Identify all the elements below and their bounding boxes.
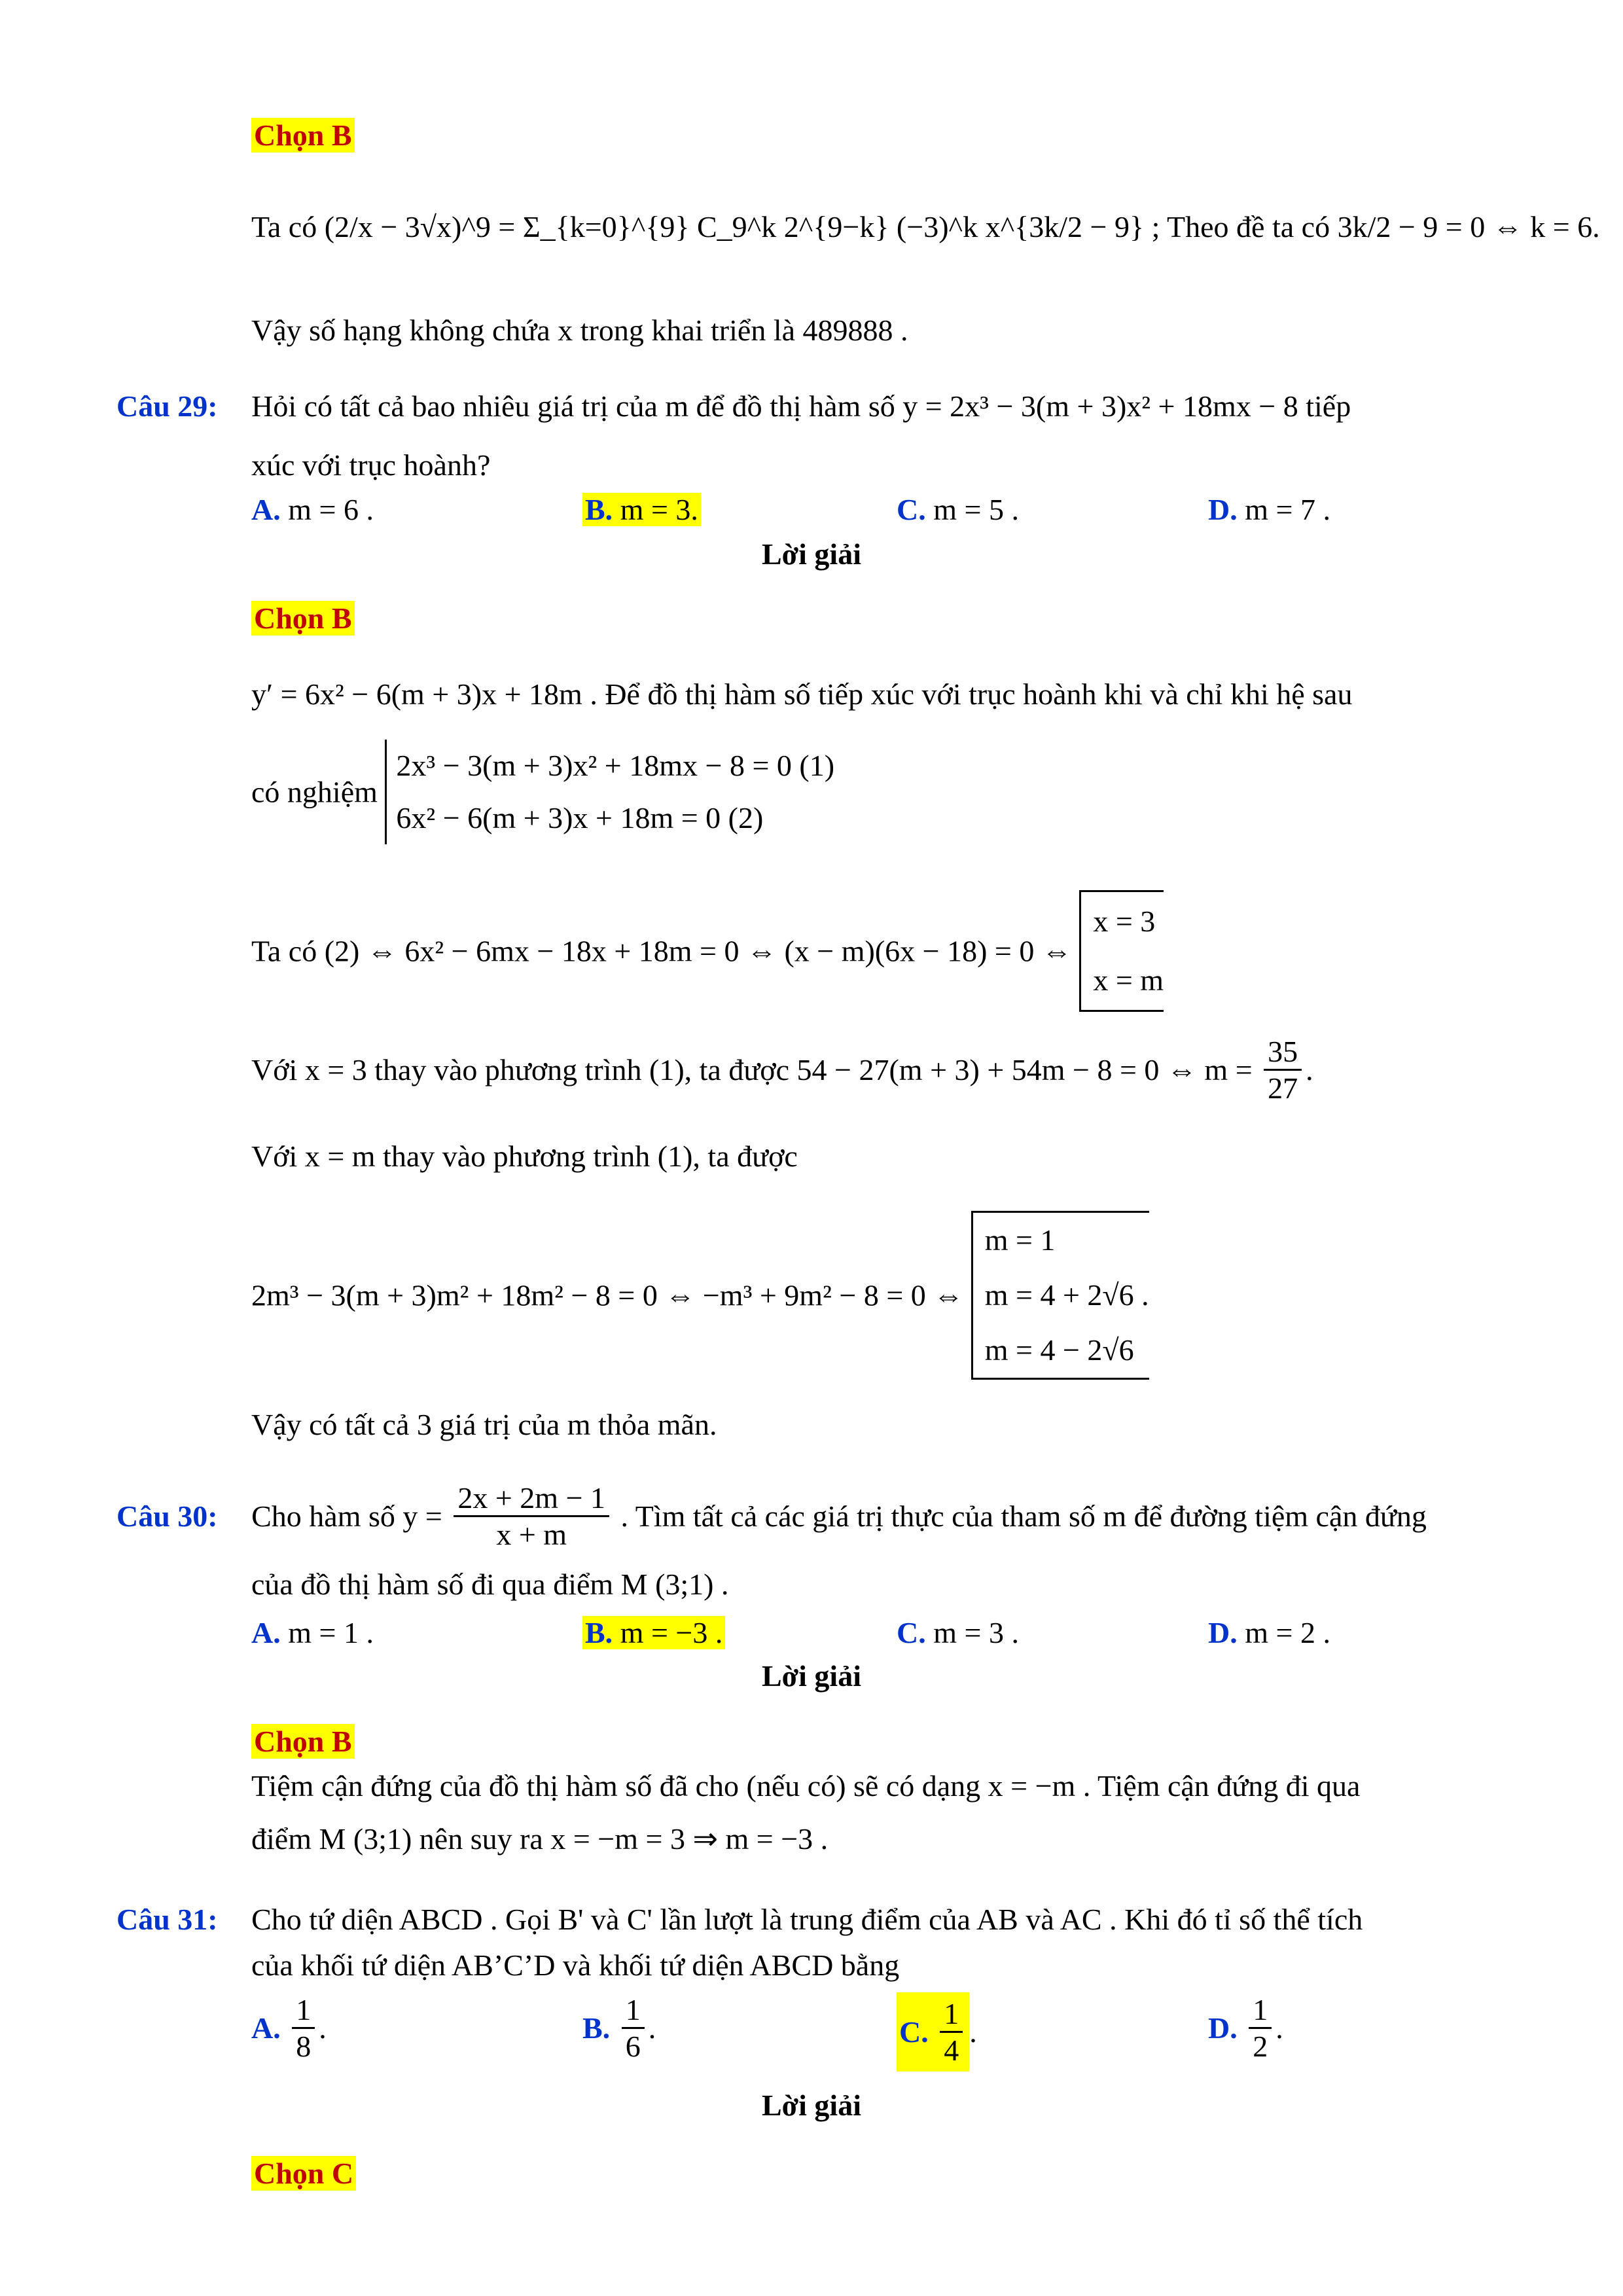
cubic-line (251, 1211, 1149, 1380)
option-value: m = 3 . (933, 1616, 1019, 1649)
option-c (897, 492, 1019, 527)
denominator: 2 (1253, 2030, 1268, 2063)
option-letter: A. (251, 2011, 281, 2045)
line-prefix: Ta có (251, 210, 317, 243)
option-letter: D. (1208, 493, 1238, 526)
line-mid: ; Theo đề ta có (1151, 210, 1330, 243)
solution-line-2: điểm M (3;1) nên suy ra x = −m = 3 ⇒ m = −3 . (251, 1822, 829, 1856)
root-2: m = 4 + 2√6 . (984, 1278, 1149, 1312)
option-value: m = 5 . (933, 493, 1019, 526)
numerator: 1 (292, 1992, 315, 2029)
option-fraction (1249, 1992, 1272, 2064)
conclusion-line: Vậy số hạng không chứa x trong khai triển là 489888 . (251, 314, 908, 347)
conclusion-line: Vậy có tất cả 3 giá trị của m thỏa mãn. (251, 1408, 717, 1441)
fraction (1264, 1034, 1302, 1105)
option-letter: A. (251, 493, 281, 526)
line-prefix: có nghiệm (251, 775, 378, 809)
answer-choice-label: Chọn B (251, 1724, 355, 1759)
option-value: m = 7 . (1245, 493, 1330, 526)
denominator: 8 (296, 2030, 312, 2063)
function-fraction (454, 1480, 609, 1552)
question-text-continued: của đồ thị hàm số đi qua điểm M (3;1) . (251, 1568, 729, 1601)
answer-choice-label: Chọn B (251, 601, 355, 636)
question-text-continued: của khối tứ diện AB’C’D và khối tứ diện ABCD bằng (251, 1948, 900, 1982)
option-letter: B. (585, 493, 613, 526)
substitution-line-1: Với x = 3 thay vào phương trình (1), ta được 54 − 27(m + 3) + 54m − 8 = 0 ⇔ m = $\frac{35}{27}$ . (251, 1035, 1313, 1105)
numerator: 2x + 2m − 1 (454, 1480, 609, 1517)
root-1: m = 1 (984, 1223, 1056, 1257)
denominator: 4 (944, 2034, 959, 2067)
option-b (582, 1615, 725, 1650)
option-value: m = 6 . (288, 493, 374, 526)
question-label: Câu 30: (116, 1499, 218, 1533)
solution-bracket (1079, 890, 1164, 1012)
numerator: 35 (1264, 1034, 1302, 1071)
question-29 (116, 389, 1351, 423)
option-letter: D. (1208, 2011, 1238, 2045)
derivative-line: y′ = 6x² − 6(m + 3)x + 18m . Để đồ thị hàm số tiếp xúc với trục hoành khi và chỉ khi hệ sau (251, 677, 1353, 711)
option-c: C. $\frac{1}{4}$ . (897, 1992, 977, 2072)
option-letter: B. (585, 1616, 613, 1649)
denominator: 27 (1268, 1071, 1298, 1105)
question-label: Câu 29: (116, 389, 218, 423)
option-a (251, 492, 374, 527)
option-letter: C. (897, 493, 926, 526)
option-letter: C. (897, 1616, 926, 1649)
substitution-text: Với x = 3 thay vào phương trình (1), ta được 54 − 27(m + 3) + 54m − 8 = 0 ⇔ m = (251, 1053, 1253, 1086)
option-value: m = 3. (620, 493, 698, 526)
factor-line (251, 890, 1164, 1012)
option-b (582, 492, 701, 527)
option-letter: C. (899, 2015, 929, 2049)
option-fraction (622, 1992, 645, 2064)
question-text: Cho hàm số y = (251, 1499, 442, 1533)
option-value: m = −3 . (620, 1616, 723, 1649)
denominator: 6 (625, 2030, 641, 2063)
option-a: A. $\frac{1}{8}$ . (251, 1993, 327, 2063)
option-d (1208, 1615, 1330, 1650)
option-letter: B. (582, 2011, 611, 2045)
question-label: Câu 31: (116, 1903, 218, 1936)
system-line (251, 740, 834, 844)
numerator: 1 (622, 1992, 645, 2029)
solution-line-1: Tiệm cận đứng của đồ thị hàm số đã cho (nếu có) sẽ có dạng x = −m . Tiệm cận đứng đi qua (251, 1769, 1361, 1803)
numerator: 1 (1249, 1992, 1272, 2029)
solution-heading: Lời giải (762, 2089, 861, 2122)
root-1: x = 3 (1093, 905, 1156, 938)
question-text-suffix: . Tìm tất cả các giá trị thực của tham số m để đường tiệm cận đứng (620, 1499, 1427, 1533)
option-a (251, 1615, 374, 1650)
option-letter: D. (1208, 1616, 1238, 1649)
factor-text: Ta có (2) ⇔ 6x² − 6mx − 18x + 18m = 0 ⇔ (x − m)(6x − 18) = 0 ⇔ (251, 934, 1072, 968)
question-31 (116, 1902, 1363, 1937)
binomial-formula: (2/x − 3√x)^9 = Σ_{k=0}^{9} C_9^k 2^{9−k} (−3)^k x^{3k/2 − 9} (324, 210, 1145, 243)
numerator: 1 (940, 1996, 963, 2033)
root-2: x = m (1093, 963, 1164, 997)
option-value: m = 1 . (288, 1616, 374, 1649)
equation-2: 6x² − 6(m + 3)x + 18m = 0 (2) (396, 801, 764, 834)
solution-bracket (971, 1211, 1149, 1380)
option-d (1208, 492, 1330, 527)
binomial-expansion-line (251, 209, 1600, 244)
solution-heading: Lời giải (762, 1659, 861, 1693)
cubic-text: 2m³ − 3(m + 3)m² + 18m² − 8 = 0 ⇔ −m³ + 9m² − 8 = 0 ⇔ (251, 1278, 964, 1312)
root-3: m = 4 − 2√6 (984, 1333, 1134, 1367)
question-text-continued: xúc với trục hoành? (251, 448, 491, 482)
option-value: m = 2 . (1245, 1616, 1330, 1649)
substitution-line-2: Với x = m thay vào phương trình (1), ta được (251, 1139, 798, 1173)
question-text: Cho tứ diện ABCD . Gọi B' và C' lần lượt là trung điểm của AB và AC . Khi đó tỉ số thể tích (251, 1903, 1363, 1936)
equation-system (385, 740, 834, 844)
option-d: D. $\frac{1}{2}$ . (1208, 1993, 1283, 2063)
equation-1: 2x³ − 3(m + 3)x² + 18mx − 8 = 0 (1) (396, 749, 835, 782)
answer-choice-label: Chọn B (251, 118, 355, 152)
answer-choice-label: Chọn C (251, 2156, 356, 2191)
option-c (897, 1615, 1019, 1650)
exponent-condition: 3k/2 − 9 = 0 ⇔ k = 6. (1337, 210, 1600, 243)
solution-heading: Lời giải (762, 537, 861, 571)
option-fraction (940, 1996, 963, 2068)
question-30 (116, 1480, 1427, 1552)
option-letter: A. (251, 1616, 281, 1649)
option-fraction (292, 1992, 315, 2064)
option-b: B. $\frac{1}{6}$ . (582, 1993, 656, 2063)
denominator: x + m (496, 1518, 567, 1551)
question-text: Hỏi có tất cả bao nhiêu giá trị của m để đồ thị hàm số y = 2x³ − 3(m + 3)x² + 18mx − 8 tiếp (251, 389, 1351, 423)
